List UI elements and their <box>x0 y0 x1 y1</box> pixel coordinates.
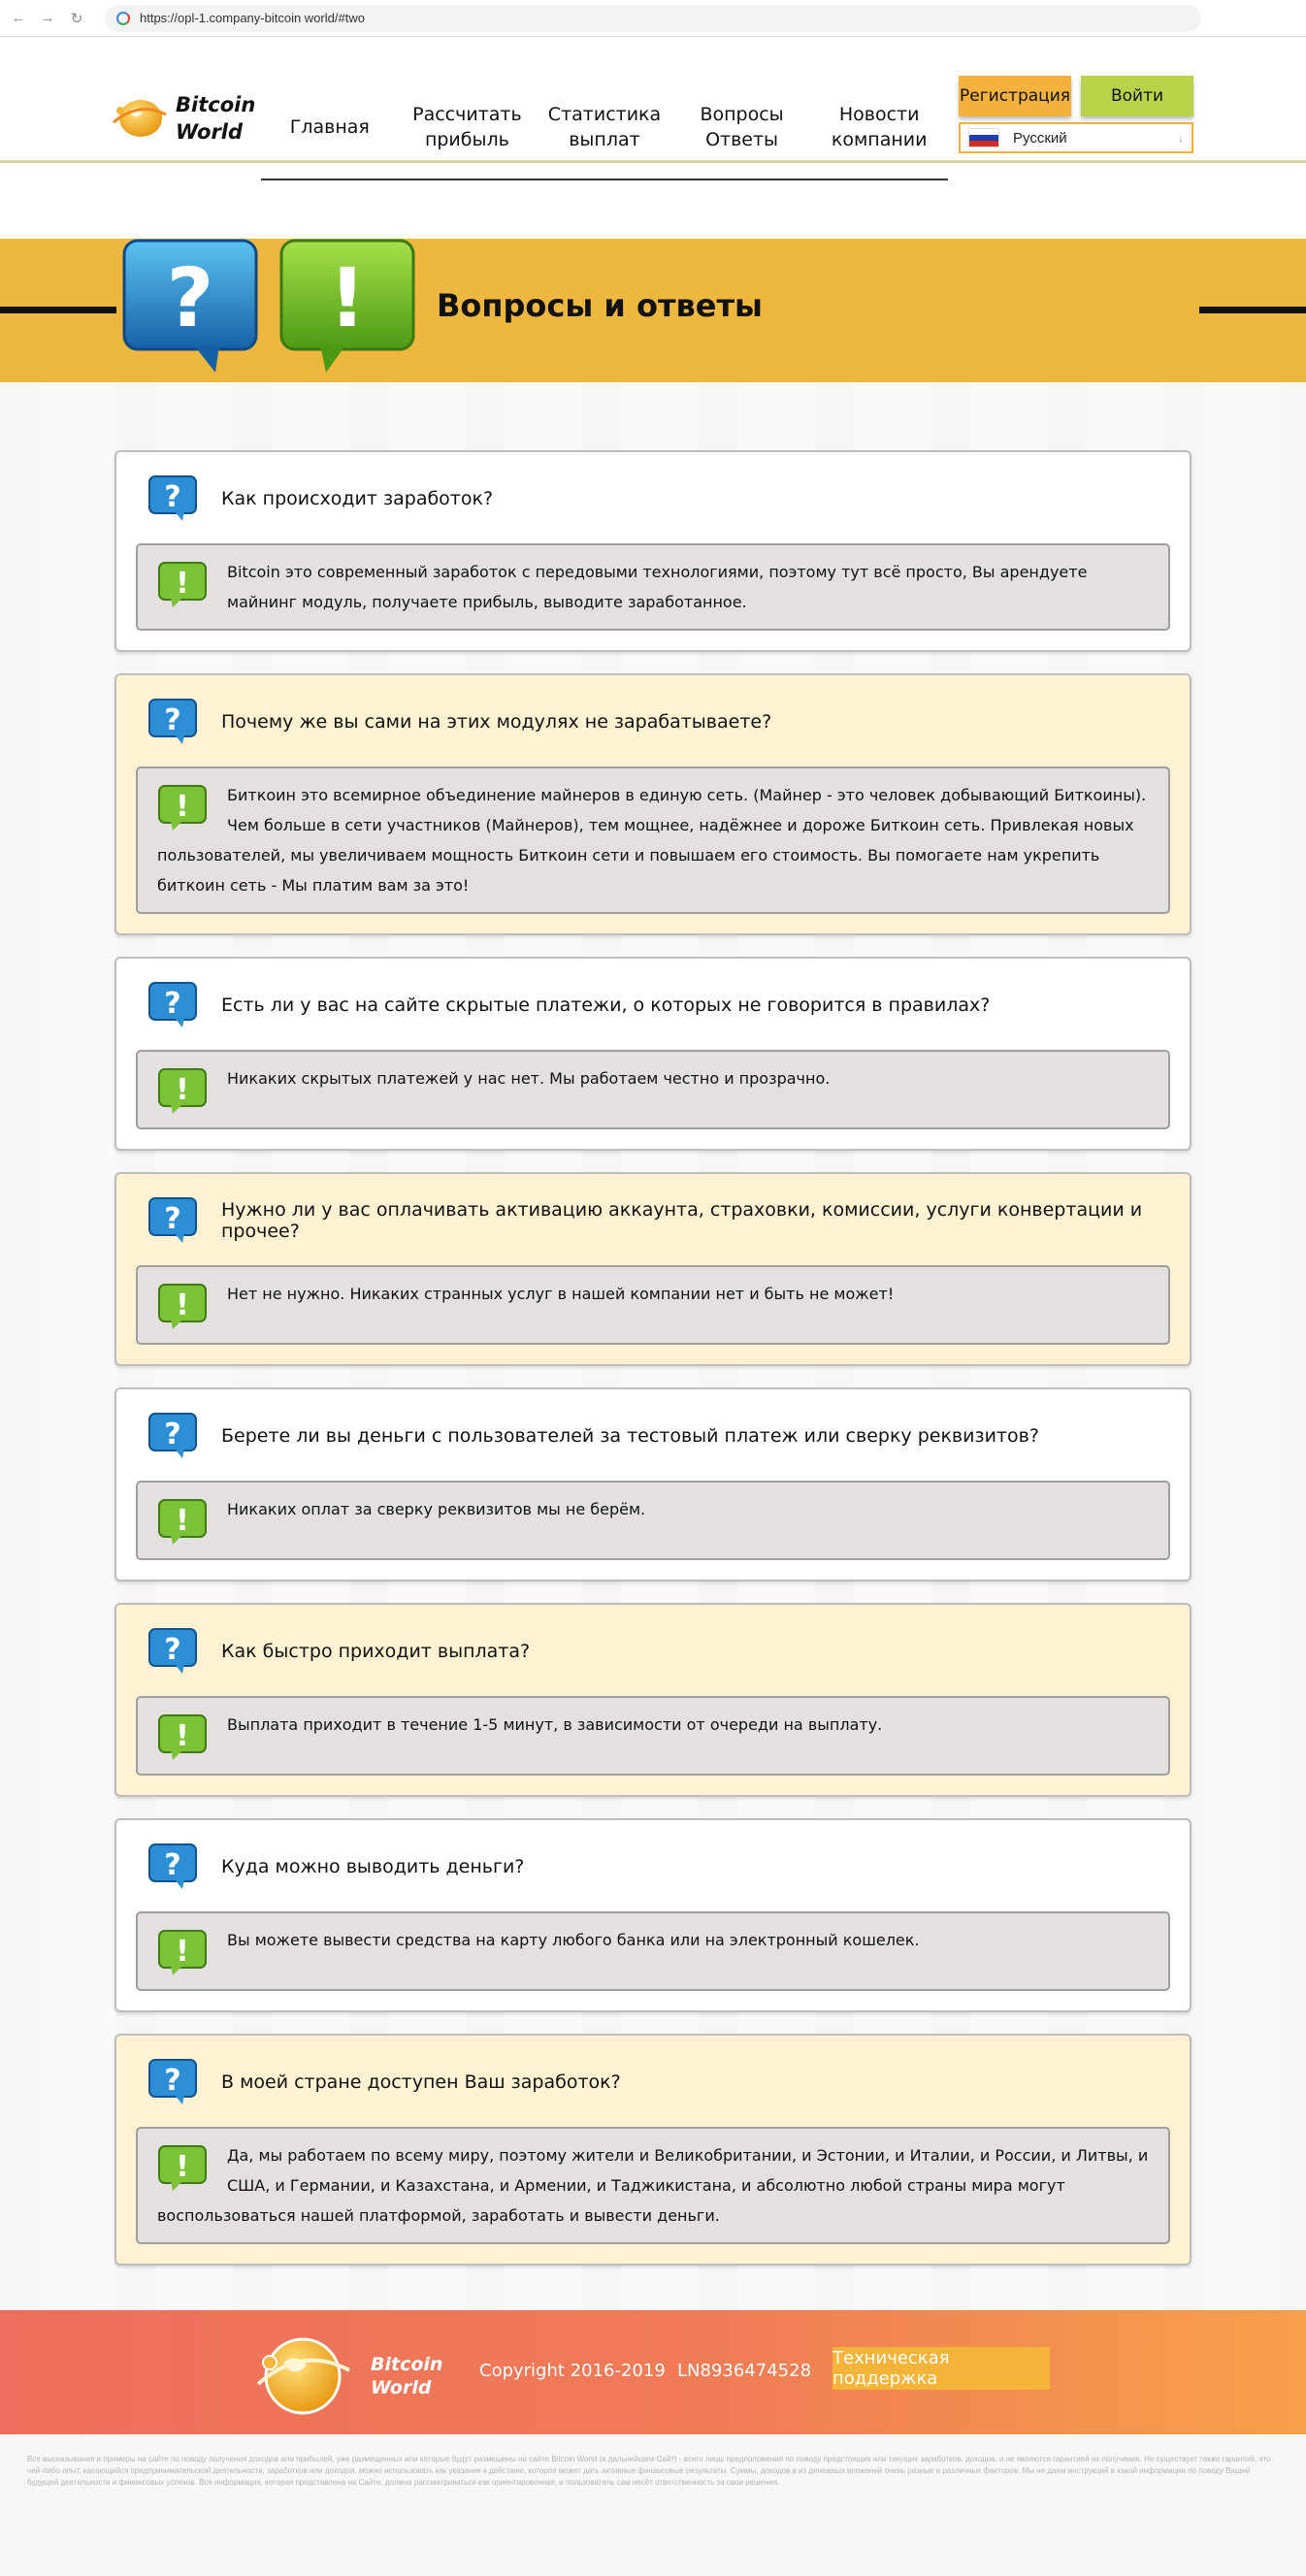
svg-text:?: ? <box>164 1848 181 1882</box>
svg-text:?: ? <box>164 987 181 1021</box>
google-icon <box>116 12 130 25</box>
footer-logo-text: Bitcoin World <box>371 2354 443 2398</box>
address-bar-url: https://opl-1.company-bitcoin world/#two <box>140 11 365 25</box>
faq-answer-text: Нет не нужно. Никаких странных услуг в нашей компании нет и быть не может! <box>227 1285 895 1303</box>
exclamation-icon <box>157 1067 208 1116</box>
site-footer <box>0 2310 1306 2434</box>
login-button[interactable]: Войти <box>1081 76 1193 116</box>
svg-text:!: ! <box>176 1719 189 1753</box>
site-logo[interactable] <box>112 85 257 144</box>
language-select[interactable] <box>959 122 1193 153</box>
faq-answer-text: Биткоин это всемирное объединение майнеров в единую сеть. (Майнер - это человек добывающий Биткоины). Чем больше в сети участников (Майнеров), тем мощнее, надёжнее и дороже Биткоин сеть. Привлекая новых пользователей, мы увеличиваем мощность Биткоин сети и повышаем его стоимость. Вы помогаете нам укрепить биткоин сеть - Мы платим вам за это! <box>157 786 1147 895</box>
hero-divider-left <box>0 307 116 313</box>
faq-answer-text: Выплата приходит в течение 1-5 минут, в зависимости от очереди на выплату. <box>227 1715 883 1734</box>
svg-text:?: ? <box>164 1202 181 1236</box>
faq-question: Берете ли вы деньги с пользователей за тестовый платеж или сверку реквизитов? <box>221 1425 1039 1447</box>
support-button[interactable]: Техническая поддержка <box>833 2347 1050 2390</box>
exclamation-icon <box>157 1929 208 1977</box>
exclamation-icon <box>157 2144 208 2193</box>
faq-item <box>114 450 1192 652</box>
nav-item-faq[interactable]: Вопросы Ответы <box>700 104 784 150</box>
logo-text: Bitcoin World <box>176 93 256 144</box>
faq-item <box>114 2034 1192 2266</box>
svg-text:!: ! <box>328 250 367 345</box>
back-icon[interactable]: ← <box>11 10 26 26</box>
faq-answer-text: Никаких оплат за сверку реквизитов мы не берём. <box>227 1500 646 1518</box>
faq-answer <box>136 1696 1170 1776</box>
faq-question: Почему же вы сами на этих модулях не зарабатываете? <box>221 711 772 733</box>
svg-text:?: ? <box>164 1633 181 1667</box>
svg-text:!: ! <box>176 1935 189 1969</box>
exclamation-icon <box>157 1498 208 1547</box>
faq-answer <box>136 766 1170 914</box>
question-icon <box>147 2058 198 2106</box>
faq-answer-text: Вы можете вывести средства на карту любого банка или на электронный кошелек. <box>227 1931 920 1949</box>
exclamation-icon <box>157 784 208 832</box>
faq-question: Нужно ли у вас оплачивать активацию аккаунта, страховки, комиссии, услуги конвертации и прочее? <box>221 1199 1143 1242</box>
exclamation-bubble-icon <box>276 239 419 375</box>
nav-item-home[interactable]: Главная <box>289 116 370 138</box>
legal-disclaimer: Все высказывания и примеры на сайте по поводу получения доходов или прибылей, уже размещенных или которые будут размещены на сайте Bitcoin World (в дальнейшем Сайт) - всего лишь предположения по поводу предстоящих или текущих заработков, доходов, и не являются гарантией их получения. Не существует также гарантий, что чей-либо опыт, касающийся предпринимательской деятельности, заработков или доходов, можно использовать как указание к действию, которое может дать активные финансовые результаты. Суммы, доходов в из денежных вложений очень разные и различных факторов. Мы не даем инструкций в какой информации по поводу Вашей будущей деятельности и финансовых успехов. Вся информация, которая представлена на Сайте, должна рассматриваться как ориентировочная, и пользователь сам несёт ответственность за свои решения. <box>0 2434 1306 2576</box>
address-bar[interactable] <box>105 5 1201 32</box>
hero-banner <box>0 239 1306 382</box>
svg-text:!: ! <box>176 1288 189 1322</box>
faq-question: Есть ли у вас на сайте скрытые платежи, о которых не говорится в правилах? <box>221 995 991 1016</box>
question-icon <box>147 474 198 523</box>
reload-icon[interactable]: ↻ <box>70 10 83 27</box>
faq-answer-text: Bitcoin это современный заработок с передовыми технологиями, поэтому тут всё просто, Вы арендуете майнинг модуль, получаете прибыль, выводите заработанное. <box>227 563 1088 611</box>
question-icon <box>147 1196 198 1245</box>
faq-answer <box>136 1265 1170 1345</box>
license-number: LN8936474528 <box>677 2361 812 2381</box>
faq-item <box>114 1818 1192 2012</box>
faq-answer <box>136 1481 1170 1560</box>
faq-answer <box>136 1911 1170 1991</box>
svg-text:?: ? <box>166 250 214 345</box>
exclamation-icon <box>157 1713 208 1762</box>
page-title: Вопросы и ответы <box>437 287 763 324</box>
forward-icon[interactable]: → <box>40 10 55 26</box>
faq-list <box>0 382 1306 2310</box>
svg-text:!: ! <box>176 790 189 824</box>
svg-text:?: ? <box>164 2064 181 2098</box>
faq-answer <box>136 1050 1170 1129</box>
svg-text:!: ! <box>176 567 189 601</box>
faq-answer <box>136 543 1170 631</box>
copyright-text: Copyright 2016-2019 <box>479 2361 666 2381</box>
nav-item-payout-stats[interactable]: Статистика выплат <box>547 104 662 150</box>
footer-logo[interactable] <box>254 2328 458 2419</box>
nav-item-news[interactable]: Новости компании <box>831 104 928 150</box>
nav-item-calculate-profit[interactable]: Рассчитать прибыль <box>412 104 522 150</box>
globe-logo-icon <box>112 93 168 140</box>
svg-text:?: ? <box>164 1418 181 1451</box>
question-icon <box>147 1627 198 1676</box>
faq-question: Как быстро приходит выплата? <box>221 1641 531 1662</box>
faq-answer <box>136 2127 1170 2244</box>
svg-text:!: ! <box>176 1073 189 1107</box>
exclamation-icon <box>157 1283 208 1331</box>
faq-question: Куда можно выводить деньги? <box>221 1856 525 1877</box>
svg-text:!: ! <box>176 2150 189 2184</box>
chevron-down-icon: ↓ <box>1178 131 1184 145</box>
question-icon <box>147 981 198 1029</box>
language-label: Русский <box>1013 129 1067 147</box>
faq-item <box>114 1387 1192 1581</box>
svg-text:!: ! <box>176 1504 189 1538</box>
svg-text:?: ? <box>164 480 181 514</box>
main-nav <box>261 76 948 180</box>
question-icon <box>147 1842 198 1891</box>
register-button[interactable]: Регистрация <box>959 76 1071 116</box>
question-icon <box>147 1412 198 1460</box>
faq-item <box>114 673 1192 935</box>
browser-toolbar <box>0 0 1306 37</box>
exclamation-icon <box>157 561 208 609</box>
svg-text:?: ? <box>164 703 181 737</box>
faq-question: Как происходит заработок? <box>221 488 494 509</box>
faq-item <box>114 1172 1192 1366</box>
hero-divider-right <box>1199 307 1306 313</box>
russia-flag-icon <box>968 128 999 147</box>
faq-item <box>114 957 1192 1151</box>
site-header <box>0 37 1306 163</box>
faq-question: В моей стране доступен Ваш заработок? <box>221 2071 621 2093</box>
faq-answer-text: Никаких скрытых платежей у нас нет. Мы работаем честно и прозрачно. <box>227 1069 831 1088</box>
faq-answer-text: Да, мы работаем по всему миру, поэтому жители и Великобритании, и Эстонии, и Италии, и России, и Литвы, и США, и Германии, и Казахстана, и Армении, и Таджикистана, и абсолютно любой страны мира могут воспользоваться нашей платформой, заработать и вывести деньги. <box>157 2146 1149 2225</box>
globe-logo-icon <box>254 2328 351 2419</box>
faq-item <box>114 1603 1192 1797</box>
question-icon <box>147 698 198 746</box>
question-bubble-icon <box>118 239 262 375</box>
